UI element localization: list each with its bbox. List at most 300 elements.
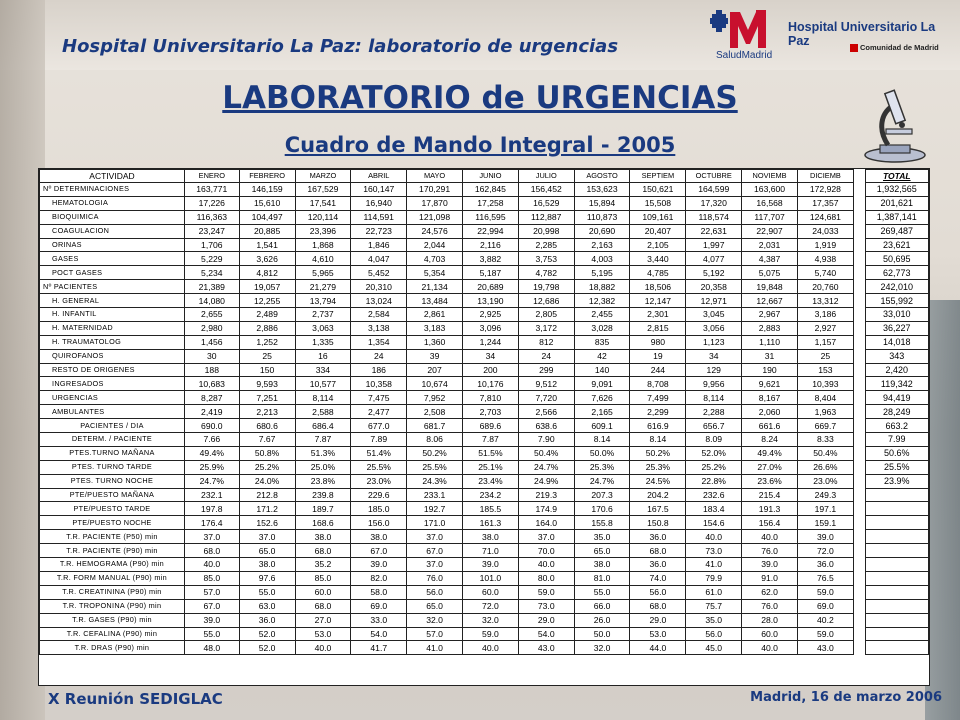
month-cell: 8,287 [184, 391, 239, 405]
month-cell: 171.2 [239, 502, 295, 516]
header-cell: OCTUBRE [686, 170, 742, 183]
month-cell: 7.89 [351, 433, 407, 447]
month-cell: 690.0 [184, 419, 239, 433]
month-cell: 91.0 [742, 571, 798, 585]
month-cell: 7,499 [630, 391, 686, 405]
month-cell: 41.0 [407, 641, 463, 655]
month-cell: 25.0% [295, 460, 351, 474]
month-cell: 12,686 [518, 294, 574, 308]
month-cell: 2,927 [797, 321, 853, 335]
total-cell: 269,487 [865, 224, 928, 238]
month-cell: 2,105 [630, 238, 686, 252]
row-label: AMBULANTES [40, 405, 185, 419]
month-cell: 30 [184, 349, 239, 363]
month-cell: 70.0 [518, 544, 574, 558]
month-cell: 152.6 [239, 516, 295, 530]
month-cell: 69.0 [351, 599, 407, 613]
month-cell: 56.0 [630, 585, 686, 599]
month-cell: 24.5% [630, 474, 686, 488]
row-label: PTES.TURNO MAÑANA [40, 446, 185, 460]
row-label: Nº PACIENTES [40, 280, 185, 294]
row-label: INGRESADOS [40, 377, 185, 391]
month-cell: 249.3 [797, 488, 853, 502]
month-cell: 689.6 [463, 419, 519, 433]
total-cell [865, 516, 928, 530]
row-label: T.R. DRAS (P90) min [40, 641, 185, 655]
gap-cell [853, 294, 865, 308]
month-cell: 39.0 [797, 530, 853, 544]
month-cell: 9,091 [574, 377, 630, 391]
month-cell: 170.6 [574, 502, 630, 516]
month-cell: 5,195 [574, 266, 630, 280]
month-cell: 10,577 [295, 377, 351, 391]
row-label: PTE/PUESTO TARDE [40, 502, 185, 516]
month-cell: 1,997 [686, 238, 742, 252]
month-cell: 16,529 [518, 196, 574, 210]
month-cell: 8.14 [574, 433, 630, 447]
month-cell: 207.3 [574, 488, 630, 502]
month-cell: 4,003 [574, 252, 630, 266]
gap-cell [853, 210, 865, 224]
scorecard-grid [39, 169, 929, 655]
table-row [40, 433, 929, 447]
gap-cell [853, 377, 865, 391]
month-cell: 12,255 [239, 294, 295, 308]
month-cell: 73.0 [518, 599, 574, 613]
month-cell: 161.3 [463, 516, 519, 530]
month-cell: 22,723 [351, 224, 407, 238]
month-cell: 229.6 [351, 488, 407, 502]
month-cell: 17,541 [295, 196, 351, 210]
month-cell: 51.3% [295, 446, 351, 460]
table-row [40, 210, 929, 224]
table-row [40, 183, 929, 197]
month-cell: 14,080 [184, 294, 239, 308]
month-cell: 25.2% [686, 460, 742, 474]
month-cell: 2,980 [184, 321, 239, 335]
month-cell: 50.8% [239, 446, 295, 460]
total-cell: 663.2 [865, 419, 928, 433]
month-cell: 20,998 [518, 224, 574, 238]
month-cell: 112,887 [518, 210, 574, 224]
table-row [40, 641, 929, 655]
month-cell: 50.0 [574, 627, 630, 641]
month-cell: 140 [574, 363, 630, 377]
month-cell: 4,812 [239, 266, 295, 280]
gap-cell [853, 266, 865, 280]
total-cell: 1,932,565 [865, 183, 928, 197]
header-cell: DICIEMB [797, 170, 853, 183]
total-cell: 343 [865, 349, 928, 363]
month-cell: 124,681 [797, 210, 853, 224]
month-cell: 37.0 [407, 558, 463, 572]
month-cell: 32.0 [574, 641, 630, 655]
month-cell: 8,708 [630, 377, 686, 391]
month-cell: 1,919 [797, 238, 853, 252]
month-cell: 197.1 [797, 502, 853, 516]
month-cell: 168.6 [295, 516, 351, 530]
month-cell: 185.5 [463, 502, 519, 516]
month-cell: 25.3% [630, 460, 686, 474]
month-cell: 53.0 [295, 627, 351, 641]
gap-cell [853, 280, 865, 294]
month-cell: 15,894 [574, 196, 630, 210]
month-cell: 63.0 [239, 599, 295, 613]
row-label: DETERM. / PACIENTE [40, 433, 185, 447]
month-cell: 24.7% [574, 474, 630, 488]
month-cell: 37.0 [184, 530, 239, 544]
month-cell: 2,213 [239, 405, 295, 419]
month-cell: 17,870 [407, 196, 463, 210]
month-cell: 81.0 [574, 571, 630, 585]
month-cell: 76.0 [742, 544, 798, 558]
total-cell: 1,387,141 [865, 210, 928, 224]
logo-hospital-name: Hospital Universitario La Paz [788, 20, 936, 48]
month-cell: 8,114 [686, 391, 742, 405]
month-cell: 5,740 [797, 266, 853, 280]
row-label: T.R. HEMOGRAMA (P90) min [40, 558, 185, 572]
month-cell: 68.0 [184, 544, 239, 558]
month-cell: 34 [686, 349, 742, 363]
month-cell: 104,497 [239, 210, 295, 224]
total-cell: 36,227 [865, 321, 928, 335]
month-cell: 51.4% [351, 446, 407, 460]
month-cell: 1,360 [407, 335, 463, 349]
gap-cell [853, 599, 865, 613]
row-label: T.R. GASES (P90) min [40, 613, 185, 627]
header-cell: ACTIVIDAD [40, 170, 185, 183]
month-cell: 2,301 [630, 308, 686, 322]
month-cell: 1,354 [351, 335, 407, 349]
month-cell: 19,057 [239, 280, 295, 294]
month-cell: 13,190 [463, 294, 519, 308]
gap-cell [853, 585, 865, 599]
hospital-logo [710, 8, 955, 68]
month-cell: 36.0 [630, 530, 686, 544]
month-cell: 66.0 [574, 599, 630, 613]
table-row [40, 252, 929, 266]
month-cell: 5,234 [184, 266, 239, 280]
gap-cell [853, 530, 865, 544]
month-cell: 76.5 [797, 571, 853, 585]
month-cell: 109,161 [630, 210, 686, 224]
month-cell: 150.8 [630, 516, 686, 530]
month-cell: 15,508 [630, 196, 686, 210]
header-cell: ENERO [184, 170, 239, 183]
month-cell: 232.1 [184, 488, 239, 502]
month-cell: 1,157 [797, 335, 853, 349]
total-cell: 25.5% [865, 460, 928, 474]
month-cell: 616.9 [630, 419, 686, 433]
table-row [40, 294, 929, 308]
month-cell: 71.0 [463, 544, 519, 558]
month-cell: 183.4 [686, 502, 742, 516]
month-cell: 39.0 [184, 613, 239, 627]
month-cell: 160,147 [351, 183, 407, 197]
month-cell: 19,798 [518, 280, 574, 294]
month-cell: 2,116 [463, 238, 519, 252]
month-cell: 299 [518, 363, 574, 377]
month-cell: 39 [407, 349, 463, 363]
gap-cell [853, 446, 865, 460]
month-cell: 65.0 [574, 544, 630, 558]
month-cell: 3,172 [518, 321, 574, 335]
month-cell: 25.1% [463, 460, 519, 474]
total-cell [865, 558, 928, 572]
table-row [40, 613, 929, 627]
month-cell: 7,475 [351, 391, 407, 405]
month-cell: 23.0% [797, 474, 853, 488]
month-cell: 68.0 [295, 599, 351, 613]
month-cell: 68.0 [630, 544, 686, 558]
total-cell: 62,773 [865, 266, 928, 280]
month-cell: 41.7 [351, 641, 407, 655]
total-cell: 201,621 [865, 196, 928, 210]
month-cell: 212.8 [239, 488, 295, 502]
gap-cell [853, 363, 865, 377]
month-cell: 24,033 [797, 224, 853, 238]
month-cell: 3,138 [351, 321, 407, 335]
month-cell: 32.0 [407, 613, 463, 627]
table-row [40, 460, 929, 474]
gap-cell [853, 335, 865, 349]
row-label: HEMATOLOGIA [40, 196, 185, 210]
month-cell: 2,655 [184, 308, 239, 322]
table-row [40, 585, 929, 599]
month-cell: 39.0 [463, 558, 519, 572]
month-cell: 24.9% [518, 474, 574, 488]
month-cell: 61.0 [686, 585, 742, 599]
table-row [40, 446, 929, 460]
month-cell: 10,358 [351, 377, 407, 391]
month-cell: 57.0 [184, 585, 239, 599]
month-cell: 39.0 [742, 558, 798, 572]
month-cell: 40.2 [797, 613, 853, 627]
table-row [40, 321, 929, 335]
month-cell: 677.0 [351, 419, 407, 433]
total-cell: 7.99 [865, 433, 928, 447]
month-cell: 38.0 [351, 530, 407, 544]
month-cell: 116,363 [184, 210, 239, 224]
month-cell: 219.3 [518, 488, 574, 502]
month-cell: 167,529 [295, 183, 351, 197]
month-cell: 22,631 [686, 224, 742, 238]
month-cell: 42 [574, 349, 630, 363]
row-label: POCT GASES [40, 266, 185, 280]
month-cell: 3,045 [686, 308, 742, 322]
month-cell: 8.14 [630, 433, 686, 447]
month-cell: 17,226 [184, 196, 239, 210]
gap-cell [853, 224, 865, 238]
table-row [40, 405, 929, 419]
month-cell: 156,452 [518, 183, 574, 197]
month-cell: 156.0 [351, 516, 407, 530]
month-cell: 19 [630, 349, 686, 363]
month-cell: 164,599 [686, 183, 742, 197]
month-cell: 79.9 [686, 571, 742, 585]
row-label: BIOQUIMICA [40, 210, 185, 224]
month-cell: 7,952 [407, 391, 463, 405]
gap-cell [853, 391, 865, 405]
month-cell: 4,610 [295, 252, 351, 266]
month-cell: 154.6 [686, 516, 742, 530]
month-cell: 164.0 [518, 516, 574, 530]
month-cell: 25.5% [351, 460, 407, 474]
month-cell: 2,886 [239, 321, 295, 335]
month-cell: 2,584 [351, 308, 407, 322]
month-cell: 2,288 [686, 405, 742, 419]
month-cell: 1,123 [686, 335, 742, 349]
month-cell: 35.0 [574, 530, 630, 544]
gap-cell [853, 571, 865, 585]
month-cell: 27.0% [742, 460, 798, 474]
month-cell: 25 [239, 349, 295, 363]
row-label: H. MATERNIDAD [40, 321, 185, 335]
month-cell: 33.0 [351, 613, 407, 627]
month-cell: 9,956 [686, 377, 742, 391]
month-cell: 38.0 [295, 530, 351, 544]
month-cell: 27.0 [295, 613, 351, 627]
month-cell: 2,163 [574, 238, 630, 252]
month-cell: 2,419 [184, 405, 239, 419]
total-cell: 50,695 [865, 252, 928, 266]
gap-cell [853, 558, 865, 572]
month-cell: 54.0 [351, 627, 407, 641]
month-cell: 50.4% [518, 446, 574, 460]
month-cell: 72.0 [797, 544, 853, 558]
header-subtitle: Hospital Universitario La Paz: laboratorio de urgencias [62, 36, 619, 57]
row-label: URGENCIAS [40, 391, 185, 405]
month-cell: 16 [295, 349, 351, 363]
month-cell: 65.0 [407, 599, 463, 613]
month-cell: 2,165 [574, 405, 630, 419]
month-cell: 8,114 [295, 391, 351, 405]
month-cell: 21,134 [407, 280, 463, 294]
month-cell: 21,389 [184, 280, 239, 294]
month-cell: 2,967 [742, 308, 798, 322]
gap-cell [853, 488, 865, 502]
month-cell: 1,963 [797, 405, 853, 419]
month-cell: 8.06 [407, 433, 463, 447]
month-cell: 1,252 [239, 335, 295, 349]
total-cell: 23.9% [865, 474, 928, 488]
header-cell: SEPTIEM [630, 170, 686, 183]
month-cell: 32.0 [463, 613, 519, 627]
month-cell: 7,720 [518, 391, 574, 405]
month-cell: 681.7 [407, 419, 463, 433]
month-cell: 9,621 [742, 377, 798, 391]
month-cell: 76.0 [407, 571, 463, 585]
month-cell: 43.0 [797, 641, 853, 655]
month-cell: 55.0 [574, 585, 630, 599]
header-cell: MAYO [407, 170, 463, 183]
header-cell: ABRIL [351, 170, 407, 183]
month-cell: 40.0 [184, 558, 239, 572]
month-cell: 812 [518, 335, 574, 349]
month-cell: 55.0 [184, 627, 239, 641]
month-cell: 8,404 [797, 391, 853, 405]
month-cell: 3,056 [686, 321, 742, 335]
month-cell: 12,667 [742, 294, 798, 308]
month-cell: 41.0 [686, 558, 742, 572]
month-cell: 38.0 [463, 530, 519, 544]
table-row [40, 391, 929, 405]
gap-cell [853, 516, 865, 530]
logo-salud-madrid: SaludMadrid [716, 50, 773, 61]
month-cell: 7.67 [239, 433, 295, 447]
month-cell: 5,187 [463, 266, 519, 280]
month-cell: 2,815 [630, 321, 686, 335]
table-row [40, 571, 929, 585]
month-cell: 37.0 [407, 530, 463, 544]
month-cell: 25.2% [239, 460, 295, 474]
month-cell: 7.90 [518, 433, 574, 447]
month-cell: 207 [407, 363, 463, 377]
header-cell: FEBRERO [239, 170, 295, 183]
month-cell: 118,574 [686, 210, 742, 224]
month-cell: 7,626 [574, 391, 630, 405]
month-cell: 170,291 [407, 183, 463, 197]
month-cell: 2,588 [295, 405, 351, 419]
month-cell: 5,192 [686, 266, 742, 280]
month-cell: 52.0 [239, 627, 295, 641]
month-cell: 239.8 [295, 488, 351, 502]
total-cell [865, 613, 928, 627]
row-label: T.R. CREATININA (P90) min [40, 585, 185, 599]
month-cell: 24.3% [407, 474, 463, 488]
month-cell: 2,031 [742, 238, 798, 252]
row-label: ORINAS [40, 238, 185, 252]
salud-madrid-m-icon [710, 8, 768, 50]
month-cell: 50.2% [630, 446, 686, 460]
table-row [40, 238, 929, 252]
month-cell: 234.2 [463, 488, 519, 502]
month-cell: 4,782 [518, 266, 574, 280]
month-cell: 186 [351, 363, 407, 377]
month-cell: 23,396 [295, 224, 351, 238]
month-cell: 17,258 [463, 196, 519, 210]
month-cell: 74.0 [630, 571, 686, 585]
row-label: COAGULACION [40, 224, 185, 238]
month-cell: 174.9 [518, 502, 574, 516]
gap-cell [853, 238, 865, 252]
row-label: QUIROFANOS [40, 349, 185, 363]
row-label: T.R. PACIENTE (P50) min [40, 530, 185, 544]
month-cell: 23.0% [351, 474, 407, 488]
month-cell: 23,247 [184, 224, 239, 238]
month-cell: 40.0 [518, 558, 574, 572]
gap-cell [853, 321, 865, 335]
month-cell: 661.6 [742, 419, 798, 433]
month-cell: 5,354 [407, 266, 463, 280]
gap-cell [853, 433, 865, 447]
month-cell: 60.0 [295, 585, 351, 599]
month-cell: 4,785 [630, 266, 686, 280]
month-cell: 110,873 [574, 210, 630, 224]
footer-event: X Reunión SEDIGLAC [48, 690, 223, 708]
month-cell: 60.0 [742, 627, 798, 641]
header-cell: JUNIO [463, 170, 519, 183]
month-cell: 4,047 [351, 252, 407, 266]
total-cell: 23,621 [865, 238, 928, 252]
total-cell: 33,010 [865, 308, 928, 322]
month-cell: 22,994 [463, 224, 519, 238]
month-cell: 50.0% [574, 446, 630, 460]
month-cell: 185.0 [351, 502, 407, 516]
month-cell: 1,541 [239, 238, 295, 252]
header-cell: AGOSTO [574, 170, 630, 183]
total-cell [865, 502, 928, 516]
